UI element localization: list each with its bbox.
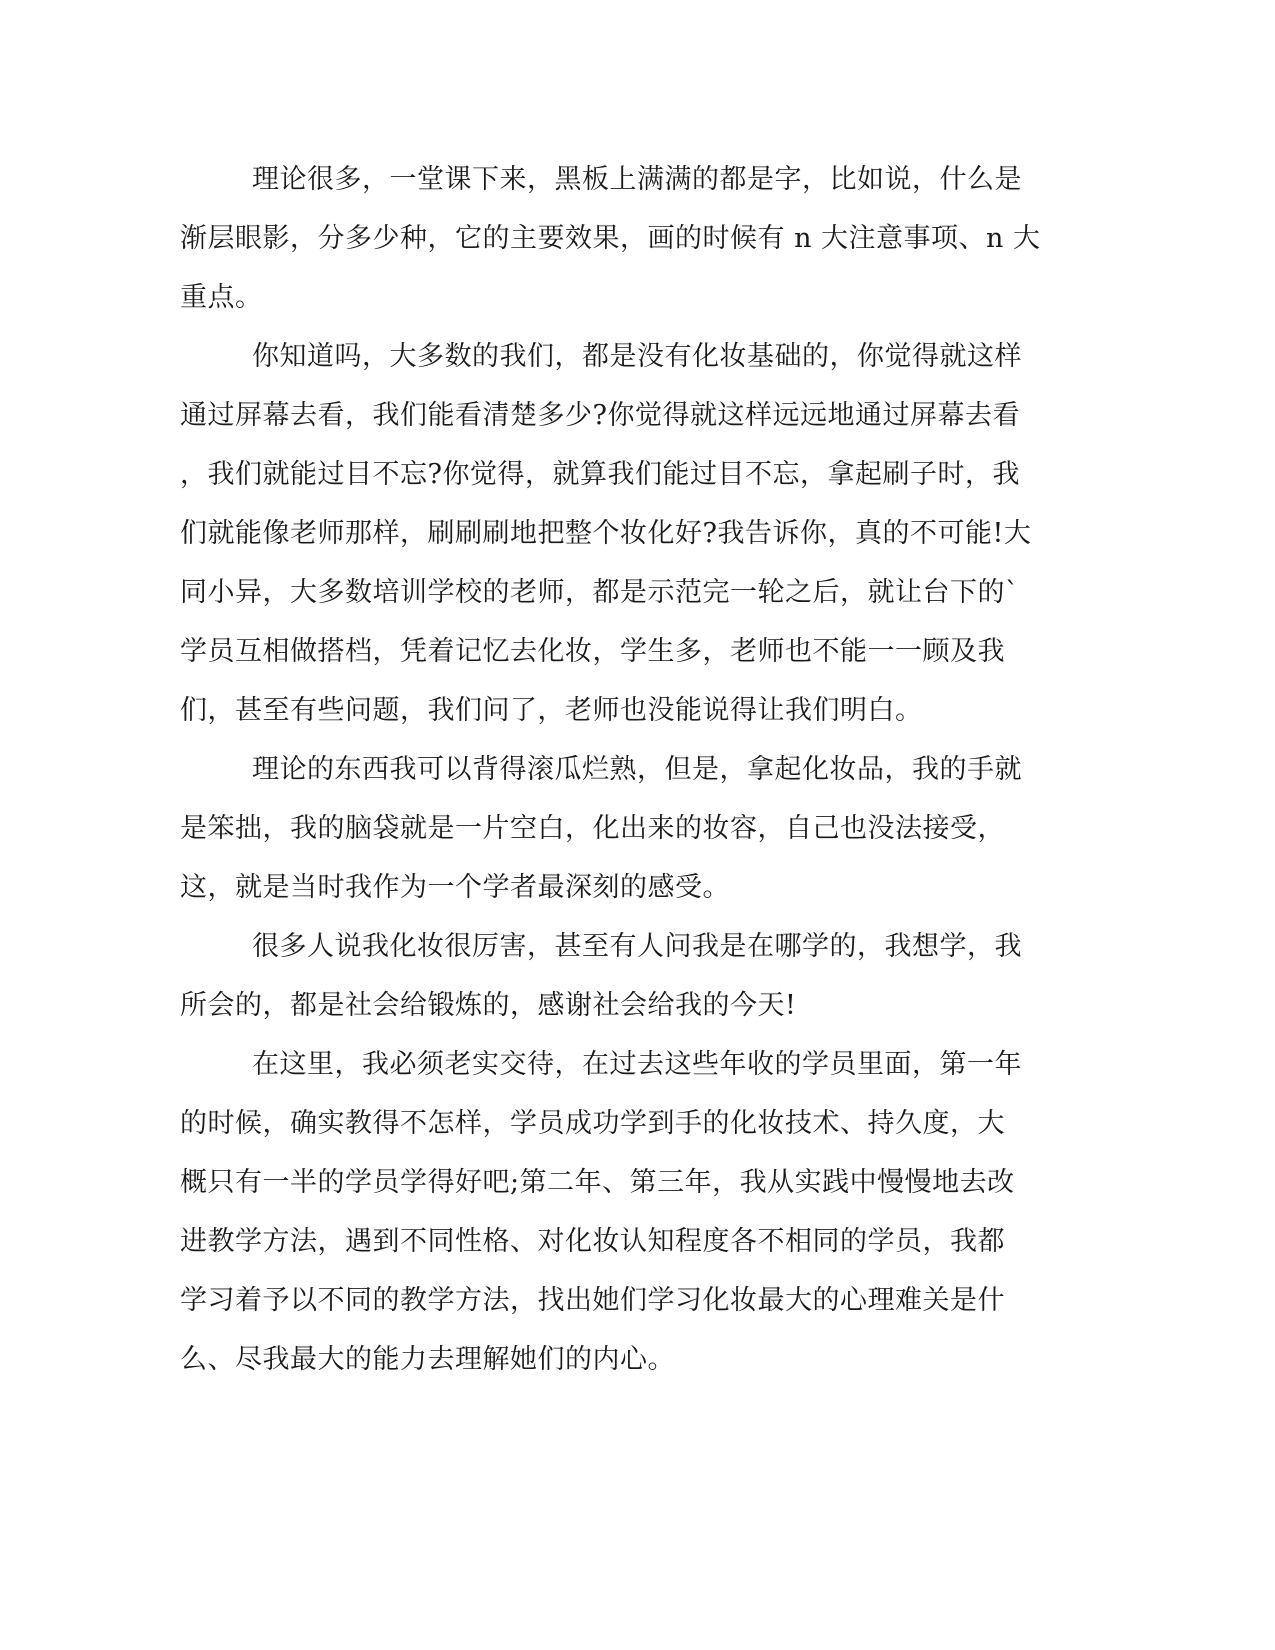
text-line: 同小异，大多数培训学校的老师，都是示范完一轮之后，就让台下的` xyxy=(180,577,1019,608)
text-line: 在这里，我必须老实交待，在过去这些年收的学员里面，第一年 xyxy=(252,1049,1022,1080)
text-line: 概只有一半的学员学得好吧;第二年、第三年，我从实践中慢慢地去改 xyxy=(180,1167,1015,1198)
text-line: 们就能像老师那样，刷刷刷地把整个妆化好?我告诉你，真的不可能!大 xyxy=(180,518,1032,549)
text-line: ，我们就能过目不忘?你觉得，就算我们能过目不忘，拿起刷子时，我 xyxy=(180,459,1020,490)
text-line: 学习着予以不同的教学方法，找出她们学习化妆最大的心理难关是什 xyxy=(180,1285,1005,1316)
text-line: 很多人说我化妆很厉害，甚至有人问我是在哪学的，我想学，我 xyxy=(252,931,1022,962)
text-line: 的时候，确实教得不怎样，学员成功学到手的化妆技术、持久度，大 xyxy=(180,1108,1005,1139)
text-line: 们，甚至有些问题，我们问了，老师也没能说得让我们明白。 xyxy=(180,695,923,726)
document-body xyxy=(180,150,1040,1389)
text-line: 通过屏幕去看，我们能看清楚多少?你觉得就这样远远地通过屏幕去看 xyxy=(180,400,1020,431)
text-line: 渐层眼影，分多少种，它的主要效果，画的时候有 n 大注意事项、n 大 xyxy=(180,223,1041,254)
text-line: 进教学方法，遇到不同性格、对化妆认知程度各不相同的学员，我都 xyxy=(180,1226,1005,1257)
paragraph-2 xyxy=(180,327,1040,740)
text-line: 学员互相做搭档，凭着记忆去化妆，学生多，老师也不能一一顾及我 xyxy=(180,636,1005,667)
text-line: 么、尽我最大的能力去理解她们的内心。 xyxy=(180,1344,675,1375)
paragraph-1 xyxy=(180,150,1040,327)
paragraph-5 xyxy=(180,1035,1040,1389)
text-line: 理论很多，一堂课下来，黑板上满满的都是字，比如说，什么是 xyxy=(252,164,1022,195)
text-line: 重点。 xyxy=(180,282,263,313)
paragraph-3 xyxy=(180,740,1040,917)
text-line: 你知道吗，大多数的我们，都是没有化妆基础的，你觉得就这样 xyxy=(252,341,1022,372)
paragraph-4 xyxy=(180,917,1040,1035)
text-line: 理论的东西我可以背得滚瓜烂熟，但是，拿起化妆品，我的手就 xyxy=(252,754,1022,785)
text-line: 所会的，都是社会给锻炼的，感谢社会给我的今天! xyxy=(180,990,797,1021)
text-line: 这，就是当时我作为一个学者最深刻的感受。 xyxy=(180,872,730,903)
text-line: 是笨拙，我的脑袋就是一片空白，化出来的妆容，自己也没法接受， xyxy=(180,813,1005,844)
